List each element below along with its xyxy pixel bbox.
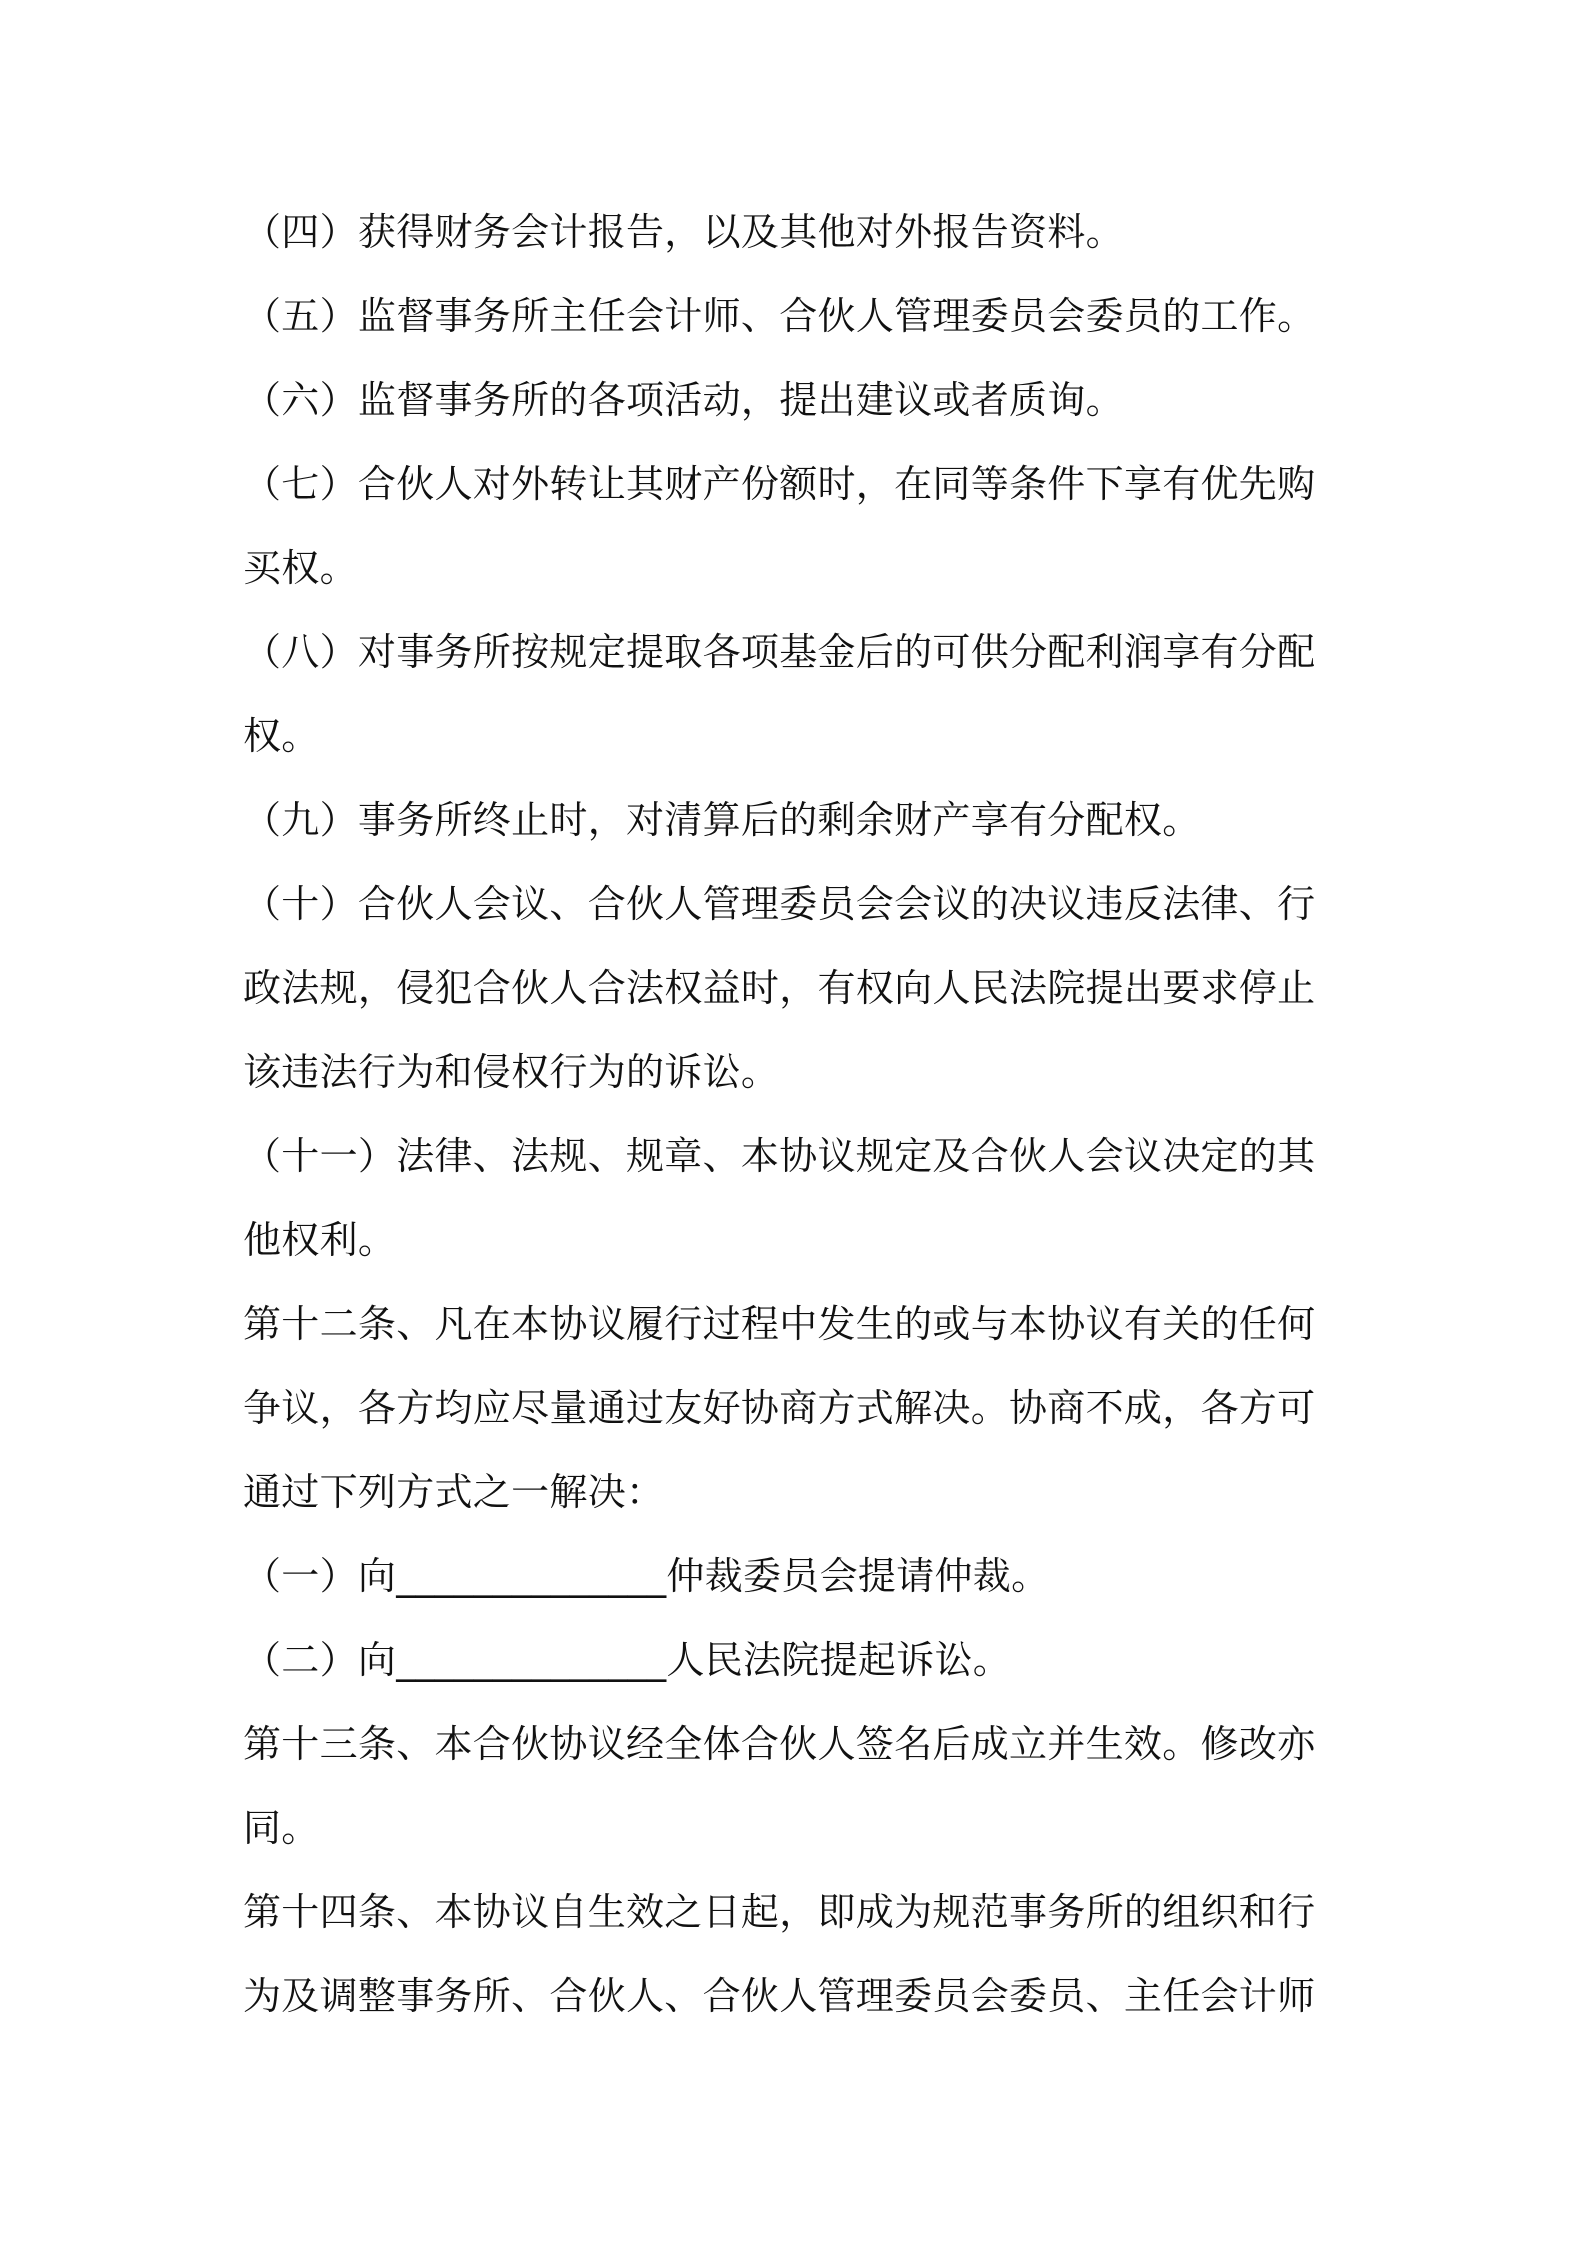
item-seven-line-1: （七）合伙人对外转让其财产份额时，在同等条件下享有优先购 [243, 462, 1316, 506]
item-ten-line-2: 政法规，侵犯合伙人合法权益时，有权向人民法院提出要求停止 [243, 966, 1316, 1010]
item-eight-line-1: （八）对事务所按规定提取各项基金后的可供分配利润享有分配 [243, 630, 1316, 674]
item-ten-line-1: （十）合伙人会议、合伙人管理委员会会议的决议违反法律、行 [243, 882, 1316, 926]
dispute-option-arbitration: （一）向______________仲裁委员会提请仲裁。 [243, 1554, 1050, 1598]
article-fourteen-line-1: 第十四条、本协议自生效之日起，即成为规范事务所的组织和行 [243, 1890, 1316, 1934]
article-thirteen-line-2: 同。 [243, 1806, 320, 1850]
article-thirteen-line-1: 第十三条、本合伙协议经全体合伙人签名后成立并生效。修改亦 [243, 1722, 1316, 1766]
item-five: （五）监督事务所主任会计师、合伙人管理委员会委员的工作。 [243, 294, 1316, 338]
item-ten-line-3: 该违法行为和侵权行为的诉讼。 [243, 1050, 780, 1094]
article-fourteen-line-2: 为及调整事务所、合伙人、合伙人管理委员会委员、主任会计师 [243, 1974, 1316, 2018]
dispute-option-litigation: （二）向______________人民法院提起诉讼。 [243, 1638, 1012, 1682]
item-nine: （九）事务所终止时，对清算后的剩余财产享有分配权。 [243, 798, 1201, 842]
item-eleven-line-1: （十一）法律、法规、规章、本协议规定及合伙人会议决定的其 [243, 1134, 1316, 1178]
item-seven-line-2: 买权。 [243, 546, 358, 590]
article-twelve-line-3: 通过下列方式之一解决： [243, 1470, 665, 1514]
item-four: （四）获得财务会计报告，以及其他对外报告资料。 [243, 210, 1124, 254]
article-twelve-line-2: 争议，各方均应尽量通过友好协商方式解决。协商不成，各方可 [243, 1386, 1316, 1430]
article-twelve-line-1: 第十二条、凡在本协议履行过程中发生的或与本协议有关的任何 [243, 1302, 1316, 1346]
item-six: （六）监督事务所的各项活动，提出建议或者质询。 [243, 378, 1124, 422]
document-body [243, 190, 1353, 2038]
item-eleven-line-2: 他权利。 [243, 1218, 397, 1262]
item-eight-line-2: 权。 [243, 714, 320, 758]
